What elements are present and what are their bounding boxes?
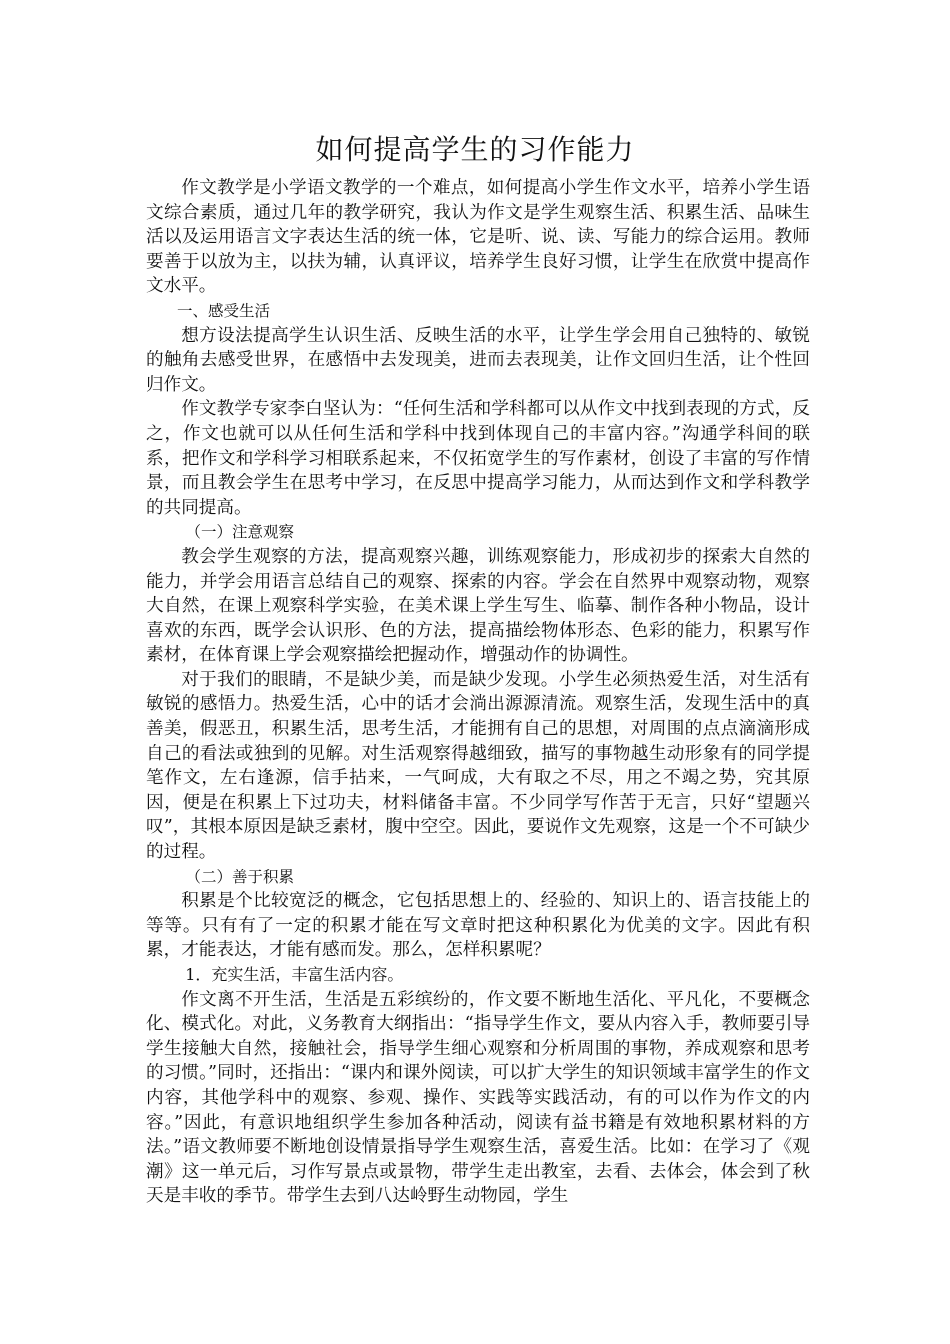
paragraph: 作文教学专家李白坚认为：“任何生活和学科都可以从作文中找到表现的方式，反之，作文也就可以从任何生活和学科中找到体现自己的丰富内容。”沟通学科间的联系，把作文和学科学习相联系起来，不仅拓宽学生的写作素材，创设了丰富的写作情景，而且教会学生在思考中学习，在反思中提高学习能力，从而达到作文和学科教学的共同提高。: [146, 399, 810, 518]
numbered-heading: 1．充实生活，丰富生活内容。: [185, 965, 404, 984]
document-title: 如何提高学生的习作能力: [315, 133, 635, 166]
paragraph: 积累是个比较宽泛的概念，它包括思想上的、经验的、知识上的、语言技能上的等等。只有有了一定的积累才能在写文章时把这种积累化为优美的文字。因此有积累，才能表达，才能有感而发。那么，怎样积累呢？: [146, 891, 810, 961]
section-heading: 一、感受生活: [177, 301, 271, 320]
subsection-heading: （二）善于积累: [185, 867, 295, 886]
paragraph: 对于我们的眼睛，不是缺少美，而是缺少发现。小学生必须热爱生活，对生活有敏锐的感悟力。热爱生活，心中的话才会淌出源源清流。观察生活，发现生活中的真善美，假恶丑，积累生活，思考生活，才能拥有自己的思想，对周围的点点滴滴形成自己的看法或独到的见解。对生活观察得越细致，描写的事物越生动形象有的同学提笔作文，左右逢源，信手拈来，一气呵成，大有取之不尽，用之不竭之势，究其原因，便是在积累上下过功夫，材料储备丰富。不少同学写作苦于无言，只好“望题兴叹”，其根本原因是缺乏素材，腹中空空。因此，要说作文先观察，这是一个不可缺少的过程。: [146, 669, 810, 863]
paragraph: 想方设法提高学生认识生活、反映生活的水平，让学生学会用自己独特的、敏锐的触角去感受世界，在感悟中去发现美，进而去表现美，让作文回归生活，让个性回归作文。: [146, 325, 810, 395]
document-body: [146, 176, 810, 1209]
paragraph: 教会学生观察的方法，提高观察兴趣，训练观察能力，形成初步的探索大自然的能力，并学会用语言总结自己的观察、探索的内容。学会在自然界中观察动物，观察大自然，在课上观察科学实验，在美术课上学生写生、临摹、制作各种小物品，设计喜欢的东西，既学会认识形、色的方法，提高描绘物体形态、色彩的能力，积累写作素材，在体育课上学会观察描绘把握动作，增强动作的协调性。: [146, 546, 810, 666]
paragraph: 作文离不开生活，生活是五彩缤纷的，作文要不断地生活化、平凡化，不要概念化、模式化。对此，义务教育大纲指出：“指导学生作文，要从内容入手，教师要引导学生接触大自然，接触社会，指导学生细心观察和分析周围的事物，养成观察和思考的习惯。”同时，还指出：“课内和课外阅读，可以扩大学生的知识领域丰富学生的作文内容，其他学科中的观察、参观、操作、实践等实践活动，有的可以作为作文的内容。”因此，有意识地组织学生参加各种活动，阅读有益书籍是有效地积累材料的方法。”语文教师要不断地创设情景指导学生观察生活，喜爱生活。比如：在学习了《观潮》这一单元后，习作写景点或景物，带学生走出教室，去看、去体会，体会到了秋天是丰收的季节。带学生去到八达岭野生动物园，学生: [146, 989, 810, 1207]
subsection-heading: （一）注意观察: [185, 523, 295, 542]
paragraph: 作文教学是小学语文教学的一个难点，如何提高小学生作文水平，培养小学生语文综合素质，通过几年的教学研究，我认为作文是学生观察生活、积累生活、品味生活以及运用语言文字表达生活的统一体，它是听、说、读、写能力的综合运用。教师要善于以放为主，以扶为辅，认真评议，培养学生良好习惯，让学生在欣赏中提高作文水平。: [146, 178, 810, 297]
